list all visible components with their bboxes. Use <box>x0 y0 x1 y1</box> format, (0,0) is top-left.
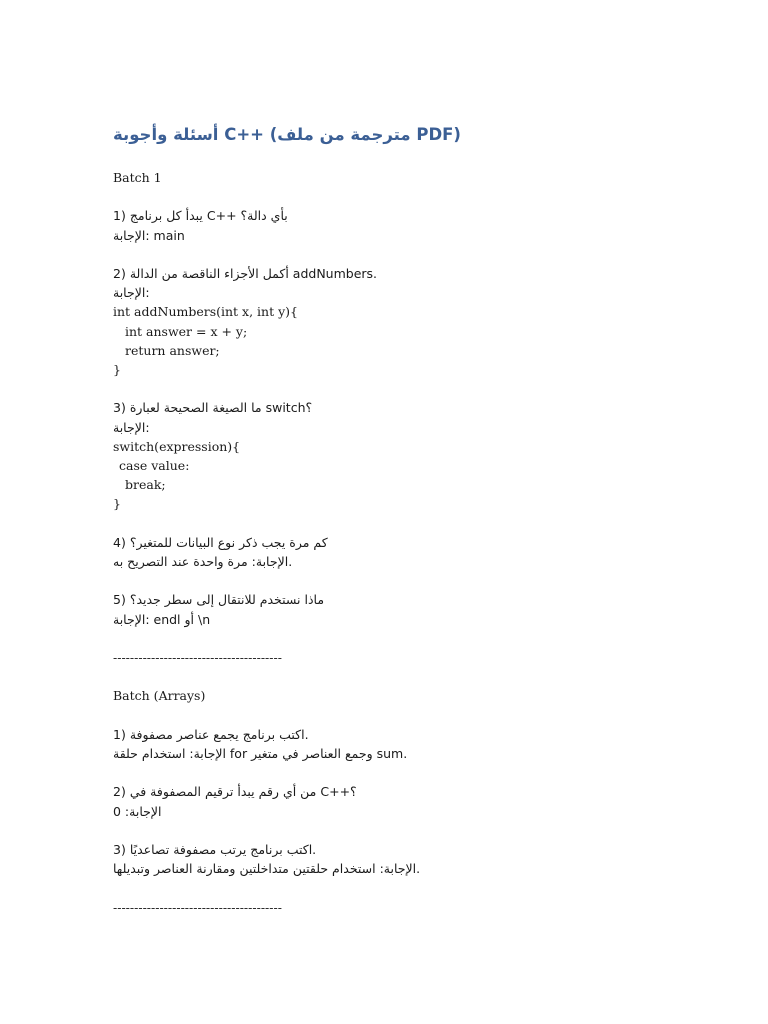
batch2-q2-question: 2) من أي رقم يبدأ ترقيم المصفوفة في C++؟ <box>113 784 357 800</box>
batch2-q3-answer: الإجابة: استخدام حلقتين متداخلتين ومقارنة العناصر وتبديلها. <box>113 861 421 877</box>
batch1-q3-answer-label: الإجابة: <box>113 419 150 435</box>
document-title: أسئلة وأجوبة C++ (مترجمة من ملف PDF) <box>113 125 461 144</box>
spacer <box>113 878 713 897</box>
spacer <box>113 667 713 686</box>
batch2-heading: Batch (Arrays) <box>113 688 206 704</box>
batch2-q3-question: 3) اكتب برنامج يرتب مصفوفة تصاعديًا. <box>113 841 317 857</box>
spacer <box>113 187 713 206</box>
batch1-q1-question: 1) يبدأ كل برنامج C++ بأي دالة؟ <box>113 208 288 224</box>
batch1-q2-answer-label: الإجابة: <box>113 285 150 301</box>
batch1-q3-code-line: switch(expression){ <box>113 438 241 454</box>
section-divider: ---------------------------------------- <box>113 649 282 665</box>
batch2-q1-answer: الإجابة: استخدام حلقة for وجمع العناصر في متغير sum. <box>113 745 408 761</box>
batch1-q5-question: 5) ماذا نستخدم للانتقال إلى سطر جديد؟ <box>113 592 325 608</box>
batch2-q2-answer: الإجابة: 0 <box>113 803 162 819</box>
batch1-q2-code-line: int addNumbers(int x, int y){ <box>113 304 298 320</box>
section-divider: ---------------------------------------- <box>113 899 282 915</box>
batch1-q3-code-line: } <box>113 496 121 512</box>
batch1-q4-question: 4) كم مرة يجب ذكر نوع البيانات للمتغير؟ <box>113 534 328 550</box>
batch1-q3-question: 3) ما الصيغة الصحيحة لعبارة switch؟ <box>113 400 313 416</box>
batch1-q5-answer: الإجابة: endl أو \n <box>113 611 211 627</box>
spacer <box>113 245 713 264</box>
batch1-q2-question: 2) أكمل الأجزاء الناقصة من الدالة addNumbers. <box>113 265 378 281</box>
batch1-q2-code-line: int answer = x + y; <box>125 323 248 339</box>
batch1-q2-code-line: } <box>113 362 121 377</box>
batch1-q4-answer: الإجابة: مرة واحدة عند التصريح به. <box>113 554 293 569</box>
batch1-q3-code-line: case value: <box>119 458 190 473</box>
batch1-q3-code-line: break; <box>125 477 166 493</box>
spacer <box>113 379 713 398</box>
batch1-heading: Batch 1 <box>113 170 162 185</box>
spacer <box>113 629 713 648</box>
spacer <box>113 706 713 725</box>
document-page <box>113 120 713 917</box>
spacer <box>113 571 713 590</box>
batch2-q1-question: 1) اكتب برنامج يجمع عناصر مصفوفة. <box>113 726 309 742</box>
spacer <box>113 821 713 840</box>
batch1-q2-code-line: return answer; <box>125 342 220 358</box>
batch1-q1-answer: الإجابة: main <box>113 227 185 243</box>
spacer <box>113 514 713 533</box>
spacer <box>113 763 713 782</box>
